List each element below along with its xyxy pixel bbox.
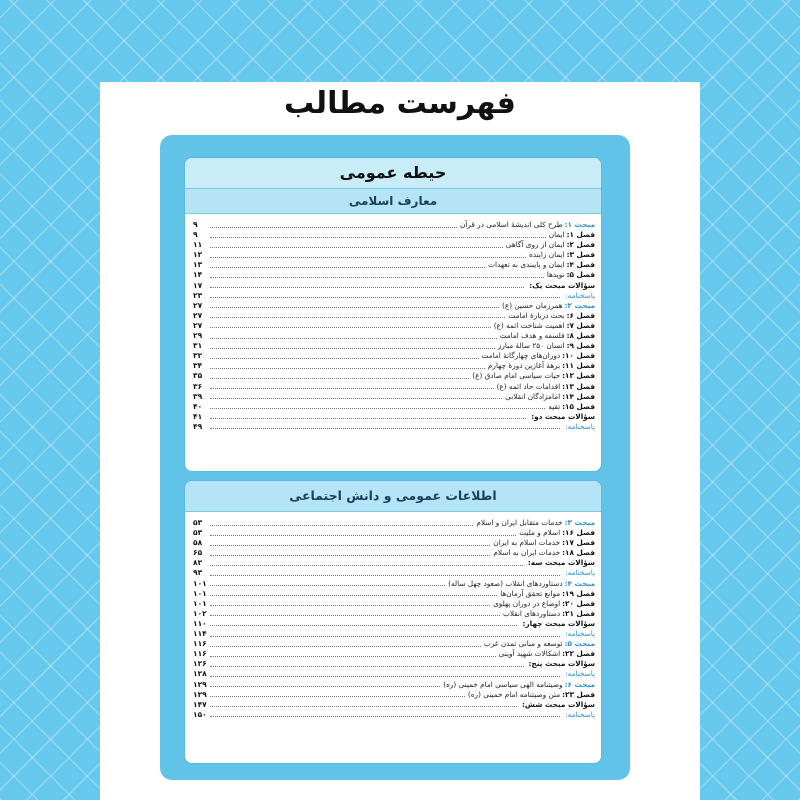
toc-row-label: فصل ۲۲:: [562, 649, 595, 659]
toc-row-page: ۵۳: [193, 528, 203, 538]
dot-leader: [210, 404, 545, 409]
toc-row-title: دوران‌های چهارگانهٔ امامت: [481, 351, 561, 361]
toc-row-label: فصل ۲:: [566, 240, 595, 250]
dot-leader: [210, 303, 499, 308]
toc-row-page: ۱۲: [193, 250, 203, 260]
dot-leader: [210, 672, 560, 677]
toc-row-title: خدمات ایران به اسلام: [493, 548, 561, 558]
toc-row[interactable]: [193, 558, 595, 568]
dot-leader: [210, 243, 503, 248]
toc-row-page: ۲۷: [193, 310, 203, 320]
toc-row[interactable]: [193, 230, 595, 240]
dot-leader: [210, 384, 494, 389]
toc-row[interactable]: [193, 548, 595, 558]
dot-leader: [210, 521, 473, 526]
toc-row-label: سؤالات مبحث چهار:: [522, 618, 595, 628]
dot-leader: [210, 313, 505, 318]
toc-row[interactable]: [193, 220, 595, 230]
toc-row-title: متن وصیتنامه امام خمینی (ره): [467, 689, 561, 699]
toc-row-label: فصل ۲۳:: [562, 689, 595, 699]
dot-leader: [210, 253, 526, 258]
toc-row-title: بحث دربارهٔ امامت: [508, 310, 565, 320]
dot-leader: [210, 712, 560, 717]
toc-row[interactable]: [193, 291, 595, 301]
toc-row-page: ۱۴۷: [193, 699, 207, 709]
toc-row-title: امامزادگان انقلابی: [505, 391, 561, 401]
toc-row-label: فصل ۱۶:: [562, 528, 595, 538]
toc-row[interactable]: [193, 629, 595, 639]
toc-row-label: مبحث ۱:: [564, 220, 595, 229]
toc-row[interactable]: [193, 639, 595, 649]
toc-row[interactable]: [193, 402, 595, 412]
toc-row[interactable]: [193, 422, 595, 432]
toc-row-page: ۲۷: [193, 300, 203, 310]
dot-leader: [210, 263, 485, 268]
toc-row-label: پاسخنامه:: [565, 421, 595, 431]
toc-row-page: ۱۳: [193, 260, 203, 270]
toc-row-label: فصل ۱۰:: [562, 351, 595, 361]
toc-row[interactable]: [193, 538, 595, 548]
toc-row-page: ۱۴: [193, 270, 203, 280]
toc-row-label: مبحث ۳:: [564, 518, 595, 527]
toc-row-title: دستاوردهای انقلاب: [502, 608, 561, 618]
toc-row-label: سؤالات مبحث سه:: [527, 558, 595, 568]
toc-row-page: ۸۲: [193, 558, 203, 568]
dot-leader: [210, 414, 526, 419]
toc-row-label: مبحث ۵:: [564, 639, 595, 649]
toc-row-title: فلسفه و هدف امامت: [499, 331, 565, 341]
toc-row-label: فصل ۴:: [566, 260, 595, 270]
dot-leader: [210, 611, 500, 616]
toc-row-page: ۶۵: [193, 548, 203, 558]
toc-row-page: ۱۰۲: [193, 608, 207, 618]
toc-row-page: ۱۷: [193, 280, 203, 290]
toc-row-title: خدمات اسلام به ایران: [493, 538, 561, 548]
toc-row-title: اهمیت شناخت ائمه (ع): [493, 320, 565, 330]
toc-row-page: ۱۲۹: [193, 689, 207, 699]
dot-leader: [210, 601, 490, 606]
toc-row-label: پاسخنامه:: [565, 290, 595, 300]
toc-row-title: اشکالات شهید آوینی: [498, 649, 561, 659]
toc-row-title: ایمان و پایبندی به تعهدات: [488, 260, 565, 270]
toc-row-page: ۱۱۰: [193, 618, 207, 628]
toc-row-page: ۱۰۱: [193, 588, 207, 598]
toc-row[interactable]: [193, 311, 595, 321]
toc-row-page: ۱۱۶: [193, 649, 207, 659]
toc-row[interactable]: [193, 690, 595, 700]
toc-row-label: پاسخنامه:: [565, 669, 595, 679]
page-title: فهرست مطالب: [284, 86, 516, 121]
dot-leader: [210, 702, 517, 707]
toc-row[interactable]: [193, 589, 595, 599]
toc-row[interactable]: [193, 260, 595, 270]
dot-leader: [210, 323, 491, 328]
toc-row-title: برههٔ آغازین دورهٔ چهارم: [487, 361, 561, 371]
toc-row-label: فصل ۱۷:: [562, 538, 595, 548]
toc-row-label: فصل ۷:: [566, 320, 595, 330]
toc-row[interactable]: [193, 392, 595, 402]
toc-row[interactable]: [193, 649, 595, 659]
toc-row-label: فصل ۱۴:: [562, 391, 595, 401]
toc-row[interactable]: [193, 341, 595, 351]
dot-leader: [210, 591, 497, 596]
toc-row[interactable]: [193, 270, 595, 280]
toc-row[interactable]: [193, 568, 595, 578]
toc-row[interactable]: [193, 371, 595, 381]
toc-row-label: فصل ۵:: [566, 270, 595, 280]
dot-leader: [210, 293, 560, 298]
dot-leader: [210, 374, 469, 379]
toc-row-label: فصل ۱:: [566, 230, 595, 240]
toc-row-page: ۵۳: [193, 518, 203, 527]
toc-row-label: فصل ۲۱:: [562, 608, 595, 618]
dot-leader: [210, 682, 440, 687]
section-general: [184, 157, 602, 472]
toc-row-title: طرح کلی اندیشهٔ اسلامی در قرآن: [459, 220, 563, 229]
toc-row-label: سؤالات مبحث یک:: [529, 280, 595, 290]
toc-row[interactable]: [193, 281, 595, 291]
section-subheading: اطلاعات عمومی و دانش اجتماعی: [185, 481, 601, 512]
toc-row-title: ایمان زاینده: [528, 250, 565, 260]
toc-row-label: سؤالات مبحث پنج:: [528, 659, 595, 669]
dot-leader: [210, 334, 497, 339]
toc-row-page: ۲۹: [193, 331, 203, 341]
toc-row-title: همرزمان حسین (ع): [502, 300, 563, 310]
toc-row-title: ایمان: [548, 230, 565, 240]
toc-row-title: حیات سیاسی امام صادق (ع): [472, 371, 561, 381]
toc-row-title: ایمان از روی آگاهی: [505, 240, 565, 250]
toc-row-page: ۹: [193, 230, 198, 240]
toc-row-label: پاسخنامه:: [565, 629, 595, 639]
toc-row-label: فصل ۹:: [566, 341, 595, 351]
toc-row[interactable]: [193, 700, 595, 710]
toc-row-page: ۹۳: [193, 568, 203, 578]
dot-leader: [210, 632, 560, 637]
toc-row-page: ۱۰۱: [193, 578, 207, 588]
dot-leader: [210, 571, 560, 576]
dot-leader: [210, 541, 490, 546]
toc-list: [185, 512, 601, 720]
toc-row[interactable]: [193, 680, 595, 690]
toc-row-label: مبحث ۶:: [564, 679, 595, 689]
toc-row[interactable]: [193, 240, 595, 250]
section-heading: حیطه عمومی: [185, 158, 601, 189]
toc-row-label: فصل ۱۵:: [562, 401, 595, 411]
dot-leader: [210, 692, 465, 697]
toc-row-page: ۹: [193, 220, 198, 229]
section-subheading: معارف اسلامی: [185, 189, 601, 214]
toc-row-page: ۴۰: [193, 401, 203, 411]
dot-leader: [210, 531, 516, 536]
toc-row[interactable]: [193, 710, 595, 720]
dot-leader: [210, 662, 524, 667]
toc-row-page: ۱۲۸: [193, 669, 207, 679]
dot-leader: [210, 561, 523, 566]
toc-row-page: ۴۹: [193, 421, 203, 431]
toc-row-title: وصیتنامه الهی سیاسی امام خمینی (ره): [443, 679, 563, 689]
toc-row-page: ۲۷: [193, 320, 203, 330]
toc-row-page: ۱۱: [193, 240, 203, 250]
toc-row-label: سؤالات مبحث شش:: [522, 699, 595, 709]
dot-leader: [210, 223, 457, 228]
toc-row-page: ۱۲۶: [193, 659, 207, 669]
toc-row-label: سؤالات مبحث دو:: [531, 411, 595, 421]
toc-row[interactable]: [193, 361, 595, 371]
toc-row-label: فصل ۸:: [566, 331, 595, 341]
toc-row-page: ۱۱۶: [193, 639, 207, 649]
toc-row-page: ۴۱: [193, 411, 203, 421]
toc-list: [185, 214, 601, 432]
toc-row-label: مبحث ۴:: [564, 578, 595, 588]
toc-row-label: فصل ۱۱:: [562, 361, 595, 371]
toc-row-page: ۳۹: [193, 391, 203, 401]
toc-row-page: ۳۵: [193, 371, 203, 381]
toc-row-title: خدمات متقابل ایران و اسلام: [476, 518, 563, 527]
toc-row-title: انسان ۲۵۰ سالهٔ مبارز: [497, 341, 565, 351]
toc-row[interactable]: [193, 301, 595, 311]
toc-row[interactable]: [193, 619, 595, 629]
toc-row-label: فصل ۱۸:: [562, 548, 595, 558]
toc-row-title: توسعه و مبانی تمدن غرب: [483, 639, 563, 649]
toc-row[interactable]: [193, 528, 595, 538]
dot-leader: [210, 273, 544, 278]
dot-leader: [210, 621, 517, 626]
dot-leader: [210, 551, 490, 556]
dot-leader: [210, 354, 479, 359]
toc-row[interactable]: [193, 579, 595, 589]
dot-leader: [210, 364, 485, 369]
toc-row-page: ۳۴: [193, 361, 203, 371]
dot-leader: [210, 581, 445, 586]
toc-row-label: فصل ۳:: [566, 250, 595, 260]
toc-row-label: فصل ۱۹:: [562, 588, 595, 598]
toc-row-page: ۳۱: [193, 341, 203, 351]
toc-row[interactable]: [193, 331, 595, 341]
toc-row-label: پاسخنامه:: [565, 568, 595, 578]
toc-row-page: ۱۱۴: [193, 629, 207, 639]
dot-leader: [210, 652, 496, 657]
toc-row-title: نویدها: [546, 270, 565, 280]
dot-leader: [210, 394, 502, 399]
toc-row-title: اوضاع در دوران پهلوی: [493, 598, 561, 608]
toc-row[interactable]: [193, 250, 595, 260]
toc-row[interactable]: [193, 412, 595, 422]
toc-row-label: پاسخنامه:: [565, 709, 595, 719]
toc-row[interactable]: [193, 321, 595, 331]
toc-row-label: فصل ۱۳:: [562, 381, 595, 391]
toc-row-title: اقدامات حاد ائمه (ع): [496, 381, 561, 391]
toc-row-label: فصل ۶:: [566, 310, 595, 320]
toc-row-label: فصل ۲۰:: [562, 598, 595, 608]
toc-row-label: مبحث ۲:: [564, 300, 595, 310]
dot-leader: [210, 424, 560, 429]
dot-leader: [210, 233, 546, 238]
toc-row[interactable]: [193, 609, 595, 619]
toc-row[interactable]: [193, 599, 595, 609]
toc-row-title: اسلام و ملیت: [519, 528, 561, 538]
toc-row-page: ۲۳: [193, 290, 203, 300]
dot-leader: [210, 642, 481, 647]
toc-row-page: ۱۰۱: [193, 598, 207, 608]
dot-leader: [210, 344, 495, 349]
toc-row-page: ۳۲: [193, 351, 203, 361]
toc-row-page: ۵۸: [193, 538, 203, 548]
section-social: [184, 480, 602, 764]
toc-row[interactable]: [193, 518, 595, 528]
toc-row-title: تقیه: [548, 401, 561, 411]
toc-row-title: موانع تحقق آرمان‌ها: [500, 588, 561, 598]
toc-row-page: ۳۶: [193, 381, 203, 391]
toc-row[interactable]: [193, 669, 595, 679]
toc-row[interactable]: [193, 659, 595, 669]
toc-row-title: دستاوردهای انقلاب (صعود چهل ساله): [448, 578, 563, 588]
dot-leader: [210, 283, 524, 288]
toc-row-page: ۱۲۹: [193, 679, 207, 689]
toc-row-label: فصل ۱۲:: [562, 371, 595, 381]
toc-row[interactable]: [193, 382, 595, 392]
toc-row[interactable]: [193, 351, 595, 361]
toc-row-page: ۱۵۰: [193, 709, 207, 719]
